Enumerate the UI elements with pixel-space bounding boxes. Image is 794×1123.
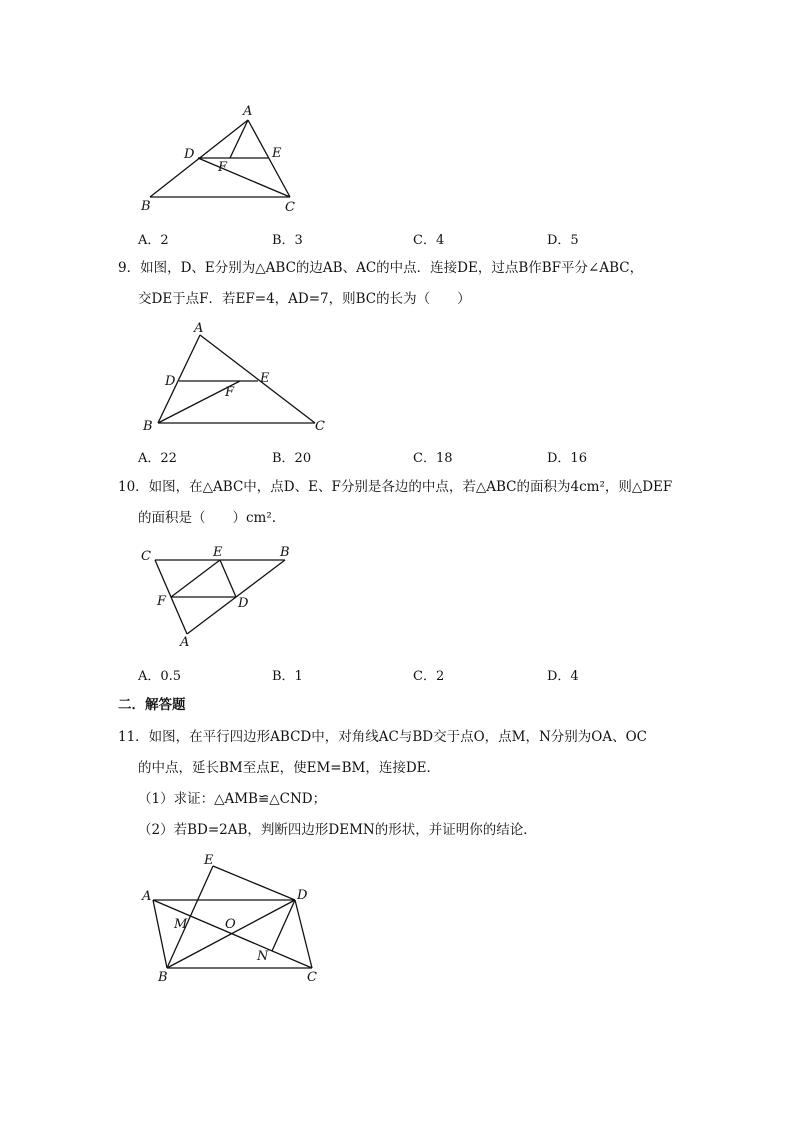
q8-label-e: E — [272, 146, 282, 161]
q11-segment-dn — [272, 900, 295, 951]
q9-label-c: C — [315, 419, 325, 434]
q9-side-ac — [200, 335, 315, 423]
q9-option-c: C．18 — [413, 451, 453, 466]
q10-label-e: E — [213, 545, 223, 560]
q11-figure — [135, 848, 335, 988]
q11-side-dc — [295, 900, 312, 968]
q8-label-a: A — [243, 104, 253, 119]
q11-label-a: A — [142, 889, 152, 904]
q9-option-d: D．16 — [547, 451, 587, 466]
q11-question-line2: 的中点，延长BM至点E，使EM=BM，连接DE． — [138, 760, 441, 776]
q9-label-b: B — [143, 419, 153, 434]
q9-label-d: D — [165, 374, 176, 389]
q8-option-a: A．2 — [138, 233, 169, 248]
q10-option-b: B．1 — [272, 669, 303, 684]
q8-label-f: F — [218, 160, 228, 175]
q11-diagonal-ac — [153, 900, 312, 968]
q11-question-line1: 11．如图，在平行四边形ABCD中，对角线AC与BD交于点O，点M，N分别为OA、OC — [118, 729, 647, 745]
q8-segment-af — [230, 120, 248, 158]
q10-option-d: D．4 — [547, 669, 579, 684]
q8-label-d: D — [184, 147, 195, 162]
q11-label-c: C — [307, 970, 317, 985]
q9-figure — [135, 318, 335, 438]
q10-segment-ef — [171, 560, 220, 597]
q11-label-b: B — [158, 970, 168, 985]
q10-option-c: C．2 — [413, 669, 445, 684]
q10-figure — [135, 540, 305, 650]
q10-label-d: D — [238, 596, 249, 611]
q11-diagonal-bd — [167, 900, 295, 968]
q8-figure — [130, 100, 310, 220]
q10-option-a: A．0.5 — [138, 669, 182, 684]
q10-segment-de — [220, 560, 236, 597]
q8-segment-dc — [198, 158, 290, 197]
q11-label-d: D — [297, 888, 308, 903]
q8-label-c: C — [285, 200, 295, 215]
q10-question-line2: 的面积是（ ）cm². — [138, 510, 277, 526]
q8-option-c: C．4 — [413, 233, 445, 248]
q11-part1: （1）求证：△AMB≌△CND； — [138, 791, 327, 807]
q8-option-b: B．3 — [272, 233, 303, 248]
q10-label-c: C — [141, 549, 151, 564]
q9-option-b: B．20 — [272, 451, 312, 466]
q11-side-ab — [153, 900, 167, 968]
q11-label-o: O — [225, 917, 236, 932]
q10-question-line1: 10．如图，在△ABC中，点D、E、F分别是各边的中点，若△ABC的面积为4cm²，则△DEF — [118, 479, 673, 495]
q11-segment-ed — [213, 866, 295, 900]
section-title: 二．解答题 — [118, 697, 186, 713]
q9-label-a: A — [194, 321, 204, 336]
q11-part2: （2）若BD=2AB，判断四边形DEMN的形状，并证明你的结论． — [138, 822, 537, 838]
q8-label-b: B — [141, 199, 151, 214]
q10-label-a: A — [180, 635, 190, 650]
q11-label-m: M — [174, 917, 188, 932]
q10-label-f: F — [157, 594, 167, 609]
q11-label-e: E — [204, 853, 214, 868]
q10-label-b: B — [280, 545, 290, 560]
q9-option-a: A．22 — [138, 451, 177, 466]
q9-question-line2: 交DE于点F．若EF=4，AD=7，则BC的长为（ ） — [138, 291, 471, 307]
q8-option-d: D．5 — [547, 233, 579, 248]
q11-label-n: N — [257, 949, 269, 964]
q9-question-line1: 9．如图，D、E分别为△ABC的边AB、AC的中点．连接DE，过点B作BF平分∠ABC， — [118, 260, 644, 276]
q9-label-e: E — [260, 371, 270, 386]
q9-label-f: F — [225, 385, 235, 400]
